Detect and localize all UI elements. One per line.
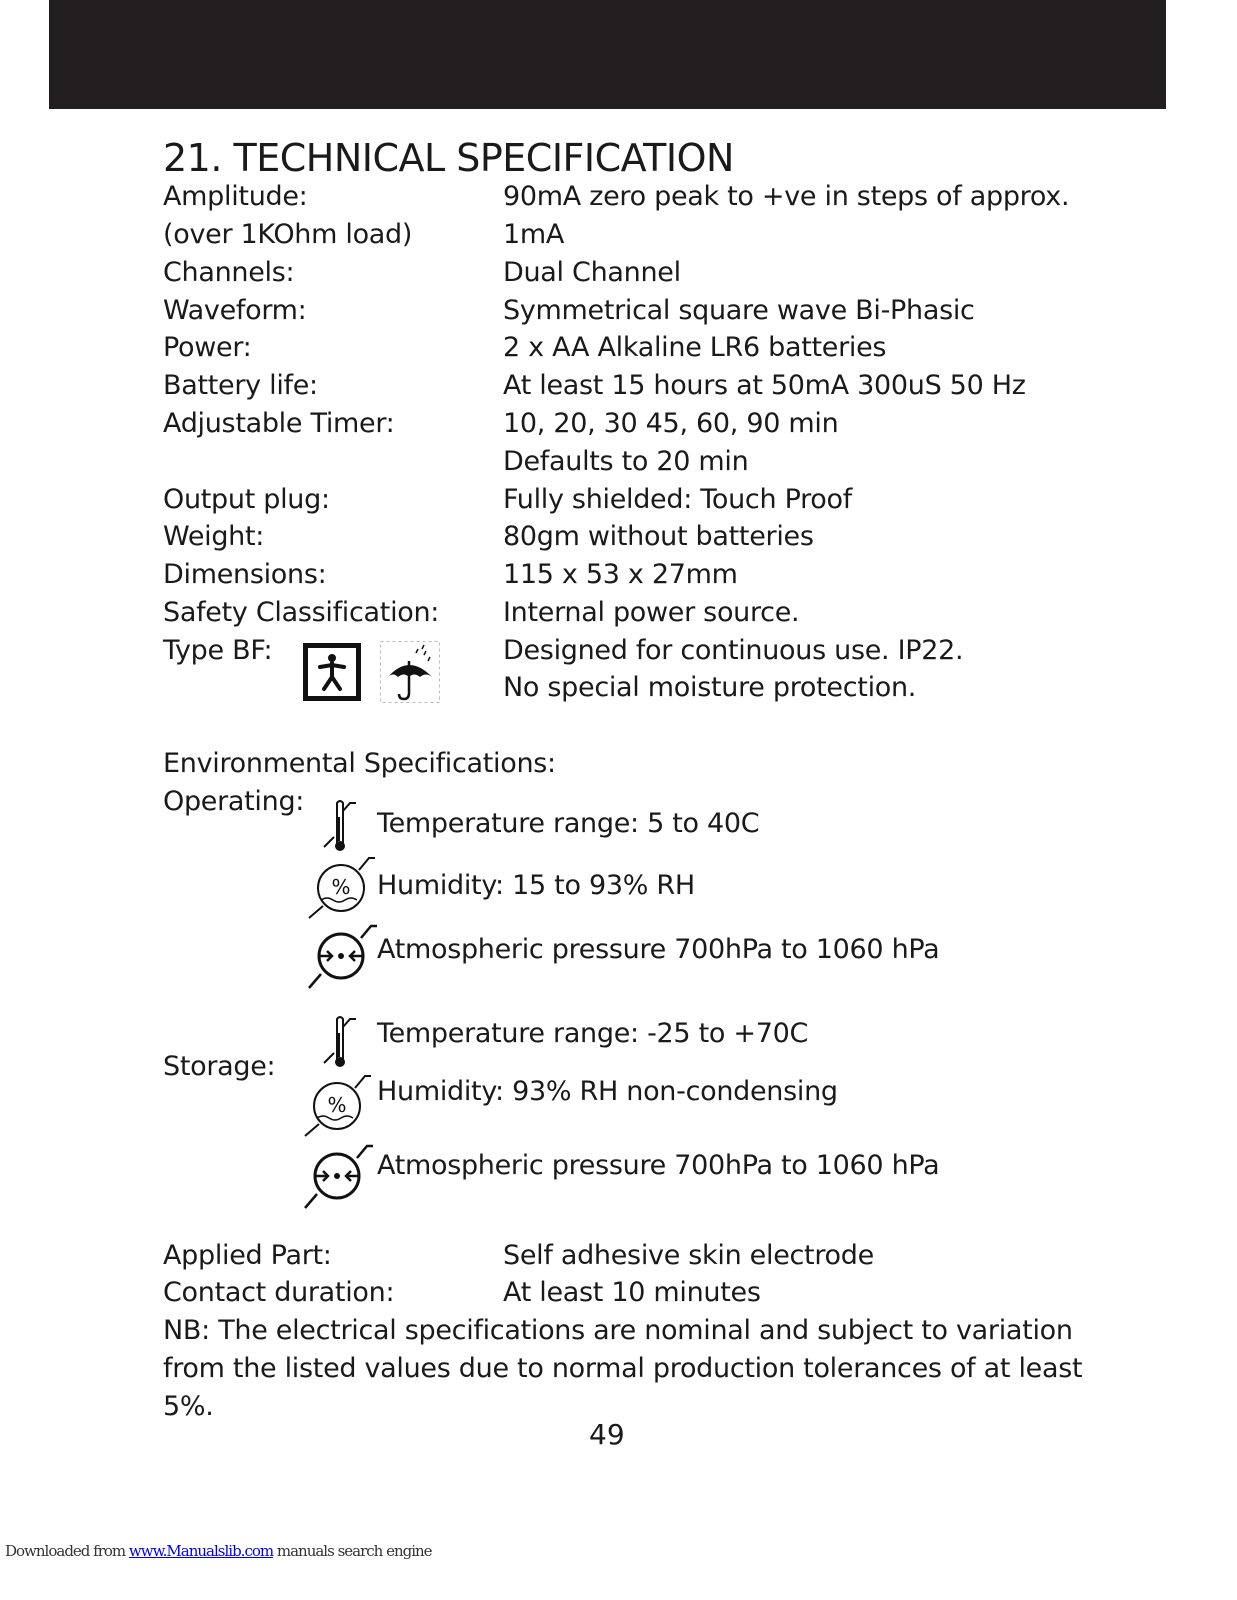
thermometer-icon (320, 797, 360, 853)
spec-label: Output plug: (163, 484, 330, 515)
storage-temperature: Temperature range: -25 to +70C (377, 1018, 809, 1049)
spec-label: Dimensions: (163, 559, 327, 590)
spec-value: 2 x AA Alkaline LR6 batteries (503, 332, 887, 363)
spec-label: Waveform: (163, 295, 307, 326)
spec-value: Fully shielded: Touch Proof (503, 484, 852, 515)
spec-label: Weight: (163, 521, 265, 552)
type-bf-icon (303, 643, 361, 701)
spec-label: Channels: (163, 257, 295, 288)
spec-value: No special moisture protection. (503, 672, 917, 703)
header-bar (49, 0, 1166, 109)
footer-suffix: manuals search engine (273, 1542, 432, 1560)
page-title: 21. TECHNICAL SPECIFICATION (163, 136, 734, 180)
spec-value: 90mA zero peak to +ve in steps of approx. (503, 181, 1070, 212)
page-number: 49 (589, 1418, 625, 1451)
environmental-heading: Environmental Specifications: (163, 748, 556, 779)
spec-value: Dual Channel (503, 257, 681, 288)
humidity-icon (303, 1074, 371, 1138)
spec-value: Internal power source. (503, 597, 800, 628)
spec-label: Safety Classification: (163, 597, 440, 628)
storage-humidity: Humidity: 93% RH non-condensing (377, 1076, 838, 1107)
note-line: NB: The electrical specifications are nominal and subject to variation (163, 1315, 1073, 1346)
spec-label: Adjustable Timer: (163, 408, 395, 439)
spec-value: 80gm without batteries (503, 521, 814, 552)
humidity-icon (307, 856, 375, 920)
spec-label: Battery life: (163, 370, 318, 401)
pressure-icon (303, 1142, 373, 1210)
storage-label: Storage: (163, 1051, 276, 1082)
spec-value: At least 15 hours at 50mA 300uS 50 Hz (503, 370, 1026, 401)
applied-value: At least 10 minutes (503, 1277, 761, 1308)
footer-prefix: Downloaded from (5, 1542, 129, 1560)
spec-value: Designed for continuous use. IP22. (503, 635, 964, 666)
operating-temperature: Temperature range: 5 to 40C (377, 808, 760, 839)
spec-label: Power: (163, 332, 252, 363)
applied-label: Applied Part: (163, 1240, 332, 1271)
spec-value: Symmetrical square wave Bi-Phasic (503, 295, 975, 326)
spec-value: 1mA (503, 219, 565, 250)
footer (5, 1542, 432, 1560)
applied-value: Self adhesive skin electrode (503, 1240, 874, 1271)
note-line: from the listed values due to normal production tolerances of at least (163, 1353, 1083, 1384)
spec-value: 115 x 53 x 27mm (503, 559, 738, 590)
operating-humidity: Humidity: 15 to 93% RH (377, 870, 695, 901)
storage-pressure: Atmospheric pressure 700hPa to 1060 hPa (377, 1150, 940, 1181)
operating-pressure: Atmospheric pressure 700hPa to 1060 hPa (377, 934, 940, 965)
svg-text:%: % (331, 875, 351, 899)
footer-link[interactable]: www.Manualslib.com (128, 1542, 274, 1560)
spec-label: Amplitude: (163, 181, 308, 212)
pressure-icon (307, 922, 377, 990)
svg-text:%: % (327, 1093, 347, 1117)
note-line: 5%. (163, 1391, 214, 1422)
applied-label: Contact duration: (163, 1277, 395, 1308)
operating-label: Operating: (163, 786, 305, 817)
spec-value: Defaults to 20 min (503, 446, 749, 477)
thermometer-icon (320, 1013, 360, 1069)
spec-label: (over 1KOhm load) (163, 219, 413, 250)
umbrella-icon (380, 641, 440, 703)
spec-value: 10, 20, 30 45, 60, 90 min (503, 408, 839, 439)
spec-label: Type BF: (163, 635, 273, 666)
